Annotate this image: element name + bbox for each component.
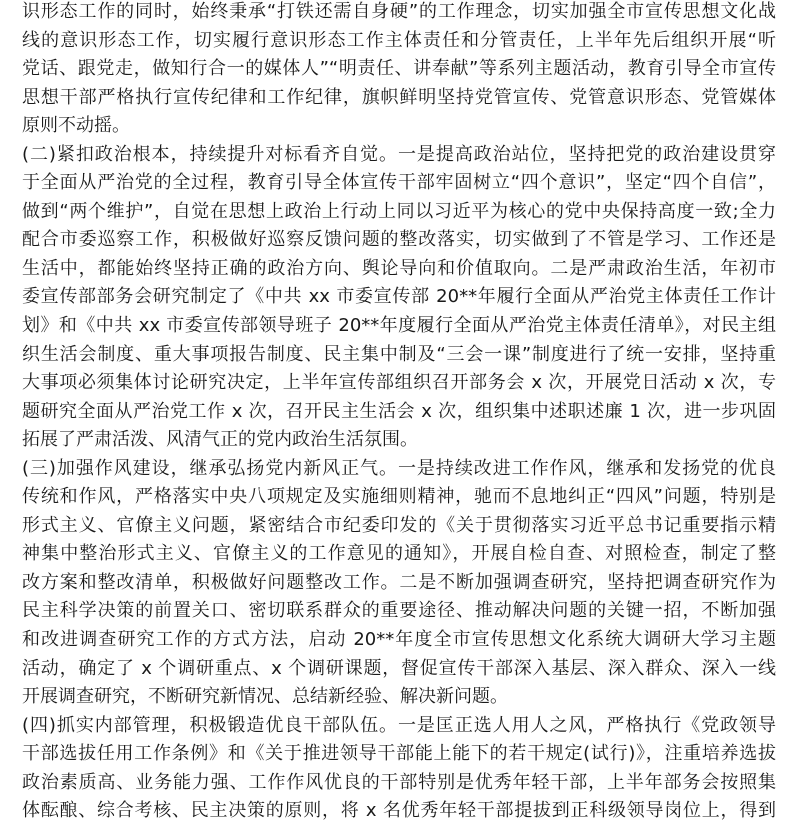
text-line: 干部选拔任用工作条例》和《关于推进领导干部能上能下的若干规定(试行)》，注重培养选拔	[22, 743, 776, 765]
text-line: 原则不动摇。	[22, 115, 130, 137]
paragraph	[22, 455, 776, 712]
paragraph	[22, 712, 776, 826]
text-line: 识形态工作的同时，始终秉承“打铁还需自身硬”的工作理念，切实加强全市宣传思想文化战	[22, 1, 776, 22]
text-line: 划》和《中共 xx 市委宣传部领导班子 20**年度履行全面从严治党主体责任清单》，对民主组	[22, 315, 776, 337]
text-line: (四)抓实内部管理，积极锻造优良干部队伍。一是匡正选人用人之风，严格执行《党政领导	[22, 714, 776, 736]
text-line: 体酝酿、综合考核、民主决策的原则，将 x 名优秀年轻干部提拔到正科级领导岗位上，得到	[22, 800, 776, 822]
document-body	[22, 0, 776, 826]
text-line: 民主科学决策的前置关口、密切联系群众的重要途径、推动解决问题的关键一招，不断加强	[22, 600, 776, 622]
text-line: 神集中整治形式主义、官僚主义的工作意见的通知》，开展自检自查、对照检查，制定了整	[22, 543, 776, 565]
text-line: 织生活会制度、重大事项报告制度、民主集中制及“三会一课”制度进行了统一安排，坚持重	[22, 343, 776, 365]
text-line: 形式主义、官僚主义问题，紧密结合市纪委印发的《关于贯彻落实习近平总书记重要指示精	[22, 514, 776, 536]
paragraph	[22, 0, 776, 141]
text-line: 拓展了严肃活泼、风清气正的党内政治生活氛围。	[22, 429, 418, 451]
text-line: 生活中，都能始终坚持正确的政治方向、舆论导向和价值取向。二是严肃政治生活，年初市	[22, 257, 776, 279]
text-line: 于全面从严治党的全过程，教育引导全体宣传干部牢固树立“四个意识”，坚定“四个自信”，	[22, 172, 776, 194]
text-line: (二)紧扣政治根本，持续提升对标看齐自觉。一是提高政治站位，坚持把党的政治建设贯穿	[22, 143, 776, 165]
text-line: 政治素质高、业务能力强、工作作风优良的干部特别是优秀年轻干部，上半年部务会按照集	[22, 771, 776, 793]
paragraph	[22, 141, 776, 455]
text-line: 思想干部严格执行宣传纪律和工作纪律，旗帜鲜明坚持党管宣传、党管意识形态、党管媒体	[22, 86, 776, 108]
text-line: 改方案和整改清单，积极做好问题整改工作。二是不断加强调查研究，坚持把调查研究作为	[22, 571, 776, 593]
text-line: 开展调查研究，不断研究新情况、总结新经验、解决新问题。	[22, 686, 508, 708]
text-line: 活动，确定了 x 个调研重点、x 个调研课题，督促宣传干部深入基层、深入群众、深入一线	[22, 657, 776, 679]
text-line: (三)加强作风建设，继承弘扬党内新风正气。一是持续改进工作作风，继承和发扬党的优良	[22, 457, 776, 479]
text-line: 委宣传部部务会研究制定了《中共 xx 市委宣传部 20**年履行全面从严治党主体责任工作计	[22, 286, 776, 308]
text-line: 党话、跟党走，做知行合一的媒体人”“明责任、讲奉献”等系列主题活动，教育引导全市宣传	[22, 58, 776, 80]
text-line: 配合市委巡察工作，积极做好巡察反馈问题的整改落实，切实做到了不管是学习、工作还是	[22, 229, 776, 251]
text-line: 和改进调查研究工作的方式方法，启动 20**年度全市宣传思想文化系统大调研大学习主题	[22, 629, 776, 651]
text-line: 题研究全面从严治党工作 x 次，召开民主生活会 x 次，组织集中述职述廉 1 次，进一步巩固	[22, 400, 776, 422]
text-line: 大事项必须集体讨论研究决定，上半年宣传部组织召开部务会 x 次，开展党日活动 x 次，专	[22, 372, 776, 394]
text-line: 线的意识形态工作，切实履行意识形态工作主体责任和分管责任，上半年先后组织开展“听	[22, 29, 776, 51]
text-line: 传统和作风，严格落实中央八项规定及实施细则精神，驰而不息地纠正“四风”问题，特别是	[22, 486, 776, 508]
text-line: 做到“两个维护”，自觉在思想上政治上行动上同以习近平为核心的党中央保持高度一致;全力	[22, 200, 776, 222]
